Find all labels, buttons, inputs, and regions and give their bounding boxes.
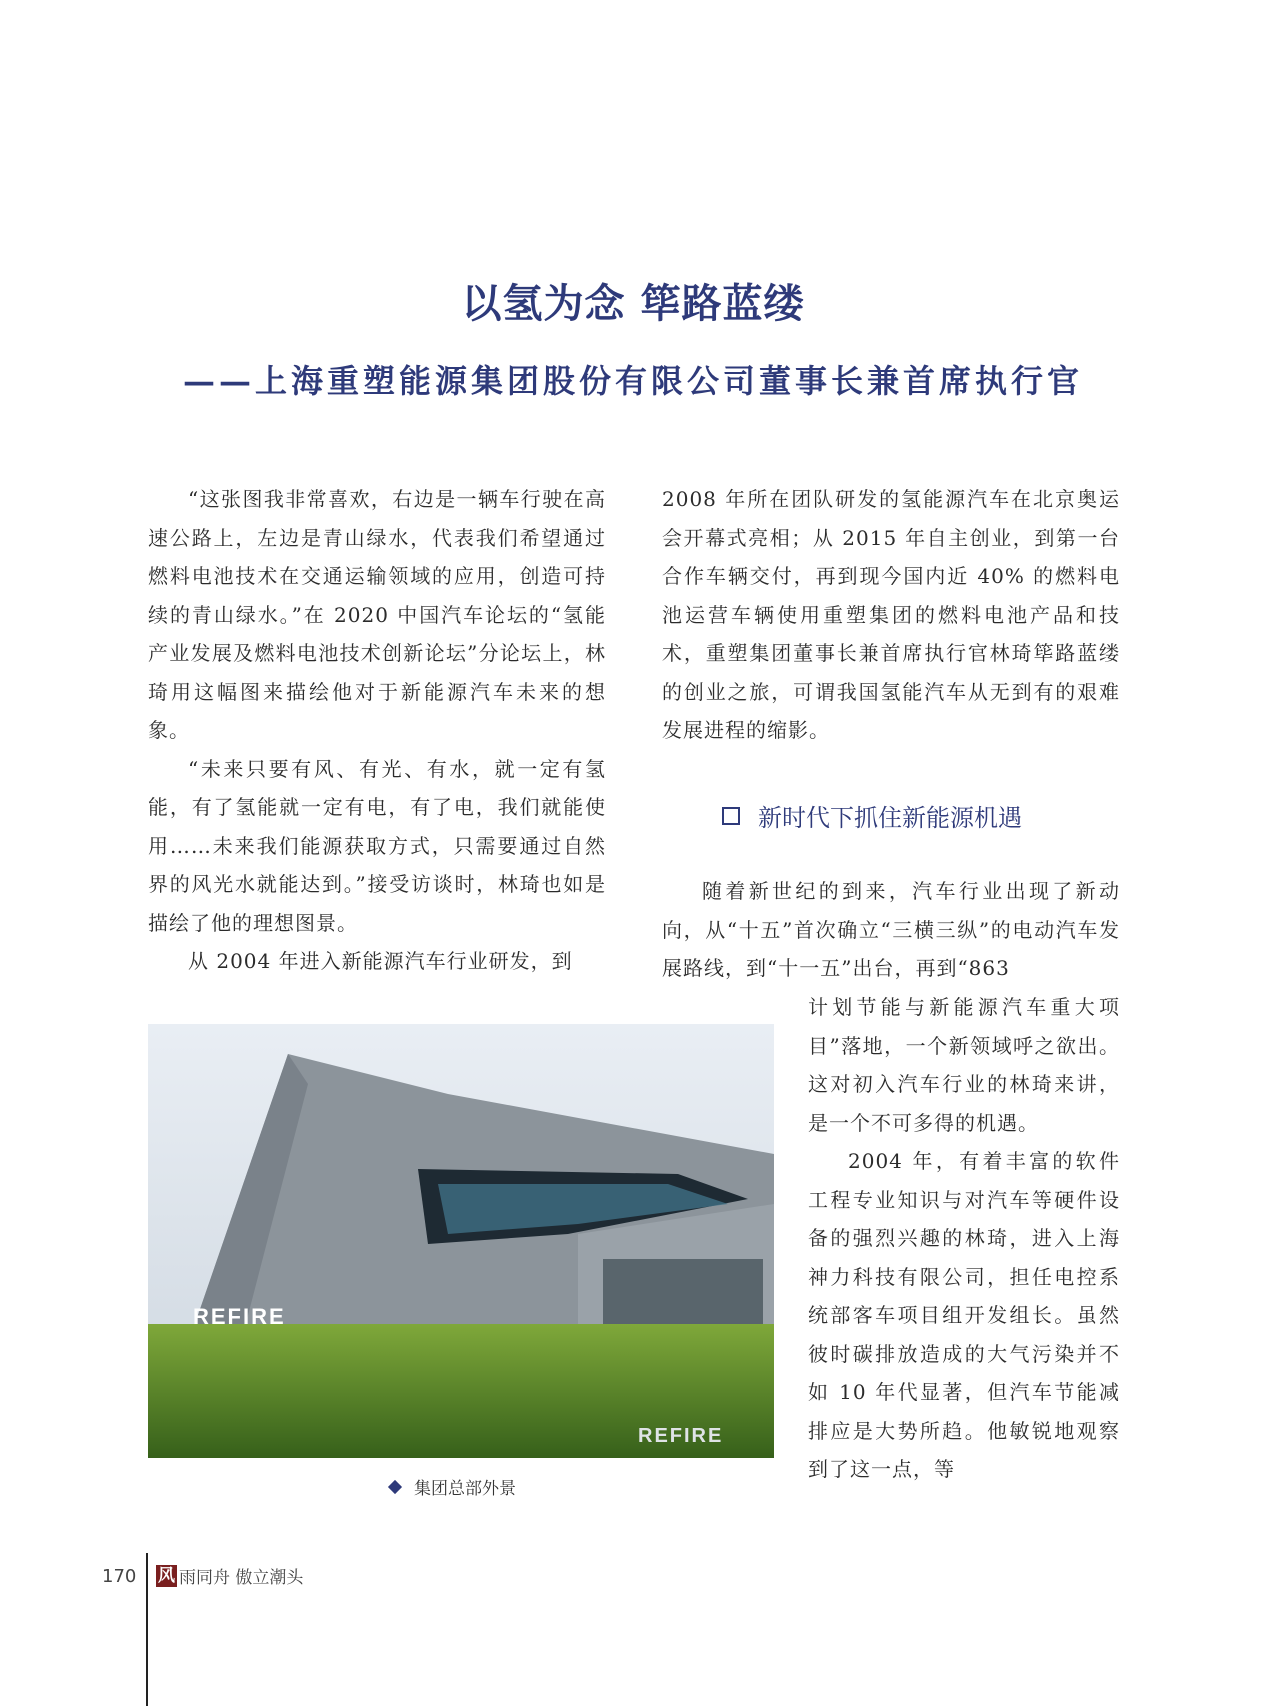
page-subtitle: ——上海重塑能源集团股份有限公司董事长兼首席执行官 — [182, 362, 1083, 400]
diamond-bullet-icon — [388, 1479, 402, 1493]
paragraph: 2008 年所在团队研发的氢能源汽车在北京奥运会开幕式亮相；从 2015 年自主创业，到第一台合作车辆交付，再到现今国内近 40% 的燃料电池运营车辆使用重塑集团的燃料电池产品和技术，重塑集团董事长兼首席执行官林琦筚路蓝缕的创业之旅，可谓我国氢能汽车从无到有的艰难发展进程的缩影。 — [662, 487, 1120, 742]
caption-text: 集团总部外景 — [414, 1479, 516, 1499]
footer-divider — [146, 1553, 148, 1706]
right-column-narrow — [808, 988, 1120, 1489]
paragraph: 从 2004 年进入新能源汽车行业研发，到 — [188, 949, 573, 973]
page-title: 以氢为念 筚路蓝缕 — [461, 281, 805, 327]
paragraph: 随着新世纪的到来，汽车行业出现了新动向，从“十五”首次确立“三横三纵”的电动汽车发展路线，到“十一五”出台，再到“863 — [662, 879, 1120, 980]
section-heading-text: 新时代下抓住新能源机遇 — [758, 804, 1022, 832]
photo-watermark: REFIRE — [638, 1425, 724, 1447]
square-bullet-icon — [722, 807, 740, 825]
left-column — [148, 480, 606, 981]
right-column-wide — [662, 872, 1120, 988]
footer-logo: 风 — [158, 1565, 175, 1586]
paragraph: 2004 年，有着丰富的软件工程专业知识与对汽车等硬件设备的强烈兴趣的林琦，进入上海神力科技有限公司，担任电控系统部客车项目组开发组长。虽然彼时碳排放造成的大气污染并不如 10 年代显著，但汽车节能减排应是大势所趋。他敏锐地观察到了这一点，等 — [808, 1149, 1120, 1481]
paragraph: “这张图我非常喜欢，右边是一辆车行驶在高速公路上，左边是青山绿水，代表我们希望通过燃料电池技术在交通运输领域的应用，创造可持续的青山绿水。”在 2020 中国汽车论坛的“氢能产业发展及燃料电池技术创新论坛”分论坛上，林琦用这幅图来描绘他对于新能源汽车未来的想象。 — [148, 487, 606, 742]
paragraph: “未来只要有风、有光、有水，就一定有氢能，有了氢能就一定有电，有了电，我们就能使用……未来我们能源获取方式，只需要通过自然界的风光水就能达到。”接受访谈时，林琦也如是描绘了他的理想图景。 — [148, 756, 606, 935]
right-column-top — [662, 480, 1120, 750]
footer-running-title — [156, 1563, 303, 1588]
page-number: 170 — [102, 1566, 137, 1587]
section-heading — [722, 798, 1122, 833]
headquarters-photo — [148, 1024, 774, 1458]
photo-logo: REFIRE — [193, 1304, 286, 1329]
footer-text: 雨同舟 傲立潮头 — [179, 1568, 304, 1588]
headquarters-illustration — [148, 1024, 774, 1458]
paragraph: 计划节能与新能源汽车重大项目”落地，一个新领域呼之欲出。这对初入汽车行业的林琦来讲，是一个不可多得的机遇。 — [808, 995, 1120, 1135]
photo-caption — [390, 1474, 516, 1499]
